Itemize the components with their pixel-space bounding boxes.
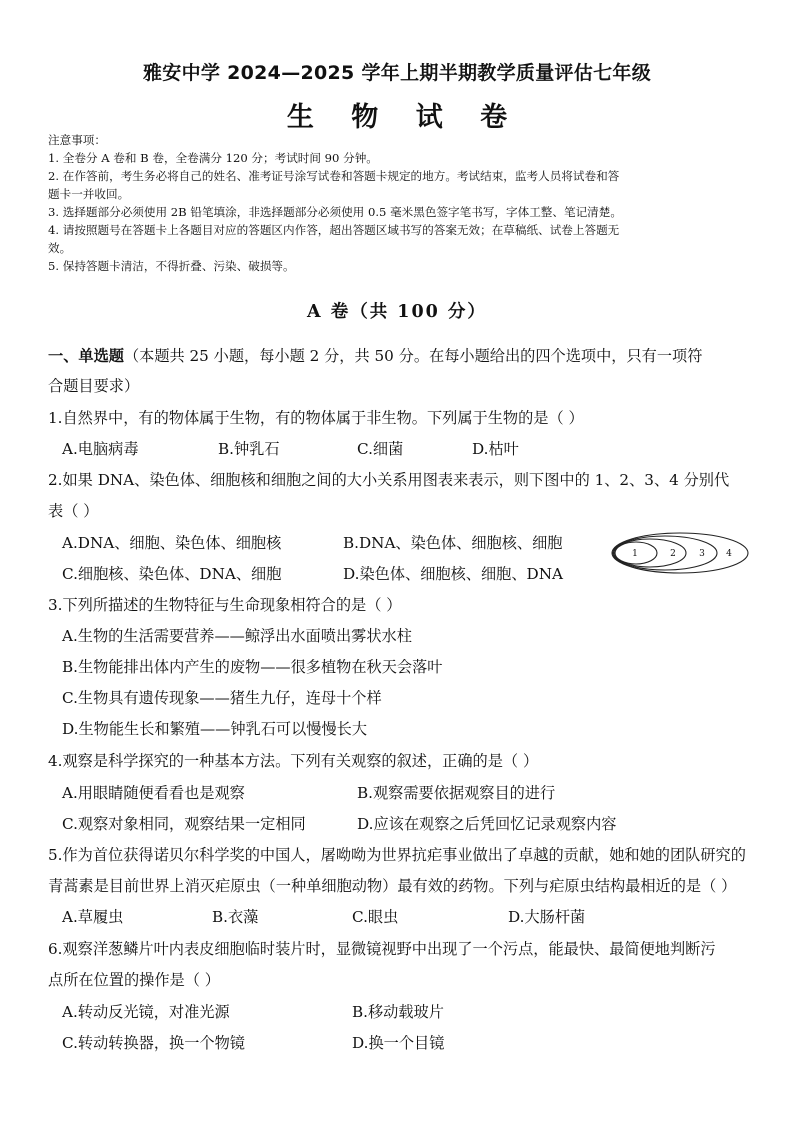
q2-stem-cont: 表（ ）: [48, 502, 99, 520]
ellipse-label-2: 2: [670, 549, 676, 559]
q4-option-d: D.应该在观察之后凭回忆记录观察内容: [357, 815, 617, 833]
note-line: 1. 全卷分 A 卷和 B 卷，全卷满分 120 分；考试时间 90 分钟。: [48, 151, 378, 165]
q4-option-c: C.观察对象相同，观察结果一定相同: [62, 815, 306, 833]
q2-option-d: D.染色体、细胞核、细胞、DNA: [343, 565, 563, 583]
q2-option-a: A.DNA、细胞、染色体、细胞核: [62, 534, 282, 552]
q5-option-d: D.大肠杆菌: [508, 908, 586, 926]
q5-stem: 5.作为首位获得诺贝尔科学奖的中国人，屠呦呦为世界抗疟事业做出了卓越的贡献，她和她的团队研究的: [48, 846, 746, 864]
q6-stem: 6.观察洋葱鳞片叶内表皮细胞临时装片时，显微镜视野中出现了一个污点，能最快、最简便地判断污: [48, 940, 716, 958]
q4-stem: 4.观察是科学探究的一种基本方法。下列有关观察的叙述，正确的是（ ）: [48, 752, 539, 770]
note-line: 2. 在作答前，考生务必将自己的姓名、准考证号涂写试卷和答题卡规定的地方。考试结束，监考人员将试卷和答: [48, 169, 620, 183]
ellipse-label-4: 4: [726, 549, 732, 559]
q3-option-c: C.生物具有遗传现象——猪生九仔，连母十个样: [62, 689, 382, 707]
q6-option-d: D.换一个目镜: [352, 1034, 445, 1052]
q1-option-b: B.钟乳石: [218, 440, 280, 458]
exam-title: 雅安中学 2024—2025 学年上期半期教学质量评估七年级: [143, 62, 651, 84]
q6-option-a: A.转动反光镜，对准光源: [62, 1003, 230, 1021]
q5-option-b: B.衣藻: [212, 908, 259, 926]
part1-label: 一、单选题: [48, 347, 124, 365]
ellipse-label-1: 1: [632, 549, 638, 559]
q5-option-c: C.眼虫: [352, 908, 399, 926]
q6-stem-cont: 点所在位置的操作是（ ）: [48, 971, 220, 989]
q5-option-a: A.草履虫: [62, 908, 124, 926]
q4-option-a: A.用眼睛随便看看也是观察: [62, 784, 245, 802]
notes-heading: 注意事项：: [48, 133, 106, 147]
q2-stem: 2.如果 DNA、染色体、细胞核和细胞之间的大小关系用图表来表示，则下图中的 1、2、3、4 分别代: [48, 471, 730, 489]
note-line: 3. 选择题部分必须使用 2B 铅笔填涂，非选择题部分必须使用 0.5 毫米黑色签字笔书写，字体工整、笔记清楚。: [48, 205, 622, 219]
part1-header: [48, 346, 702, 366]
part1-desc-cont: 合题目要求）: [48, 377, 140, 395]
note-line: 题卡一并收回。: [48, 187, 130, 201]
q1-option-c: C.细菌: [357, 440, 404, 458]
note-line: 5. 保持答题卡清洁，不得折叠、污染、破损等。: [48, 259, 295, 273]
q2-option-b: B.DNA、染色体、细胞核、细胞: [343, 534, 563, 552]
q3-option-a: A.生物的生活需要营养——鲸浮出水面喷出雾状水柱: [62, 627, 412, 645]
ellipse-label-3: 3: [699, 549, 705, 559]
exam-subject: 生 物 试 卷: [286, 102, 522, 133]
note-line: 效。: [48, 241, 72, 255]
note-line: 4. 请按照题号在答题卡上各题目对应的答题区内作答，超出答题区域书写的答案无效；在草稿纸、试卷上答题无: [48, 223, 620, 237]
q3-stem: 3.下列所描述的生物特征与生命现象相符合的是（ ）: [48, 596, 402, 614]
q6-option-c: C.转动转换器，换一个物镜: [62, 1034, 245, 1052]
q6-option-b: B.移动载玻片: [352, 1003, 444, 1021]
q5-stem-cont: 青蒿素是目前世界上消灭疟原虫（一种单细胞动物）最有效的药物。下列与疟原虫结构最相近的是（ ）: [48, 877, 737, 895]
q4-option-b: B.观察需要依据观察目的进行: [357, 784, 556, 802]
part1-desc: （本题共 25 小题，每小题 2 分，共 50 分。在每小题给出的四个选项中，只有一项符: [123, 347, 703, 365]
section-a-heading: A 卷（共 100 分）: [307, 302, 487, 322]
q3-option-b: B.生物能排出体内产生的废物——很多植物在秋天会落叶: [62, 658, 443, 676]
q1-stem: 1.自然界中，有的物体属于生物，有的物体属于非生物。下列属于生物的是（ ）: [48, 409, 584, 427]
q1-option-d: D.枯叶: [472, 440, 519, 458]
q2-option-c: C.细胞核、染色体、DNA、细胞: [62, 565, 282, 583]
q3-option-d: D.生物能生长和繁殖——钟乳石可以慢慢长大: [62, 720, 368, 738]
nested-ellipses-diagram: [610, 531, 750, 575]
q1-option-a: A.电脑病毒: [62, 440, 139, 458]
